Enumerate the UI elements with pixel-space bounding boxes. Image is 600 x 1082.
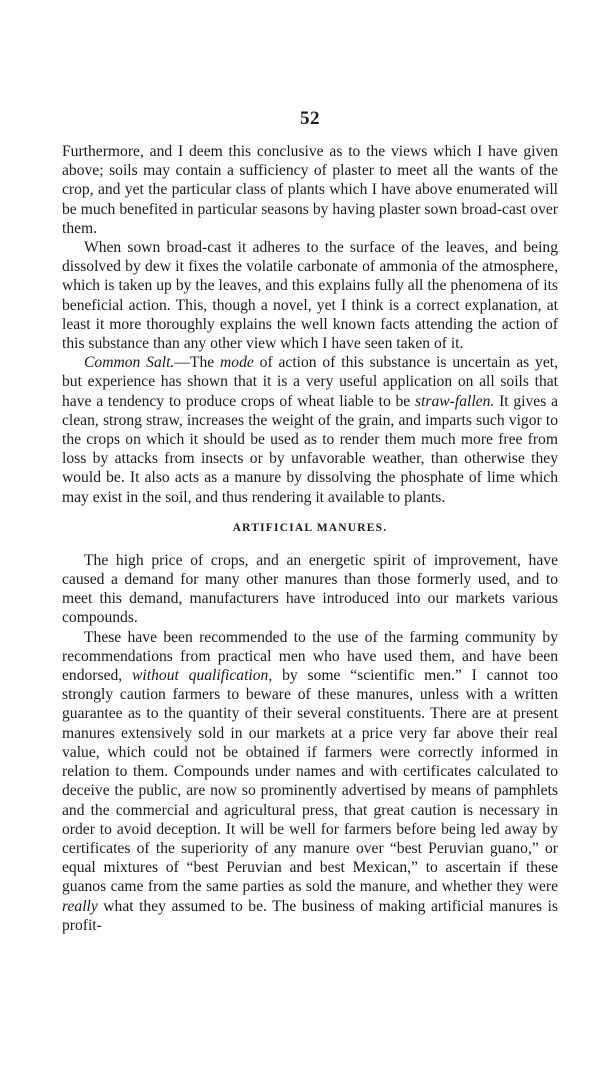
paragraph-furthermore: Furthermore, and I deem this conclusive as to the views which I have given above; soils may contain a sufficiency of plaster to meet all the wants of the crop, and yet the particular class of plants which I have above enumerated will be much benefited in particular seasons by having plaster sown broad-cast over them. xyxy=(62,143,558,237)
recommended-without-qualification: without qualification, xyxy=(132,667,273,685)
book-page xyxy=(62,108,558,935)
common-salt-dash: —The xyxy=(174,354,221,372)
recommended-really: really xyxy=(62,897,98,915)
recommended-text-c: what they assumed to be. The business of making artificial manures is profit- xyxy=(62,897,558,934)
common-salt-lead-in: Common Salt. xyxy=(84,354,175,372)
paragraph-high-price: The high price of crops, and an energetic spirit of improvement, have caused a demand for many other manures than those formerly used, and to meet this demand, manufacturers have introduced into our markets various compounds. xyxy=(62,551,558,627)
common-salt-mode: mode xyxy=(220,354,254,372)
common-salt-text-b: It gives a clean, strong straw, increases the weight of the grain, and imparts such vigor to the crops on which it should be used as to render them much more free from loss by attacks from insects or by unfavorable weather, than otherwise they would be. It also acts as a manure by dissolving the phosphate of lime which may exist in the soil, and thus rendering it available to plants. xyxy=(62,392,558,506)
paragraph-common-salt xyxy=(62,353,558,507)
common-salt-text-a: of action of this substance is uncertain as yet, but experience has shown that it is a very useful application on all soils that have a tendency to produce crops of wheat liable to be xyxy=(62,354,558,410)
section-heading-artificial-manures: ARTIFICIAL MANURES. xyxy=(232,521,388,534)
page-number: 52 xyxy=(300,108,320,129)
common-salt-straw-fallen: straw-fallen. xyxy=(415,392,495,410)
paragraph-broadcast: When sown broad-cast it adheres to the surface of the leaves, and being dissolved by dew it fixes the volatile carbonate of ammonia of the atmosphere, which is taken up by the leaves, and this explains fully all the phenomena of its beneficial action. This, though a novel, yet I think is a correct explanation, at least it more thoroughly explains the well known facts attending the action of this substance than any other view which I have seen taken of it. xyxy=(62,239,558,353)
paragraph-recommended xyxy=(62,628,558,935)
recommended-text-a: These have been recommended to the use of the farming community by recommendations from practical men who have used them, and have been endorsed, xyxy=(62,628,558,685)
recommended-text-b: by some “scientific men.” I cannot too strongly caution farmers to beware of these manures, unless with a written guarantee as to the quantity of their several constituents. There are at present manures extensively sold in our markets at a price very far above their real value, which could not be obtained if farmers were correctly informed in relation to them. Compounds under names and with certificates calculated to deceive the public, are now so prominently advertised by means of pamphlets and the commercial and agricultural press, that great caution is necessary in order to avoid deception. It will be well for farmers before being led away by certificates of the superiority of any manure over “best Peruvian guano,” or equal mixtures of “best Peruvian and best Mexican,” to ascertain if these guanos came from the same parties as sold the manure, and whether they were xyxy=(62,667,558,896)
